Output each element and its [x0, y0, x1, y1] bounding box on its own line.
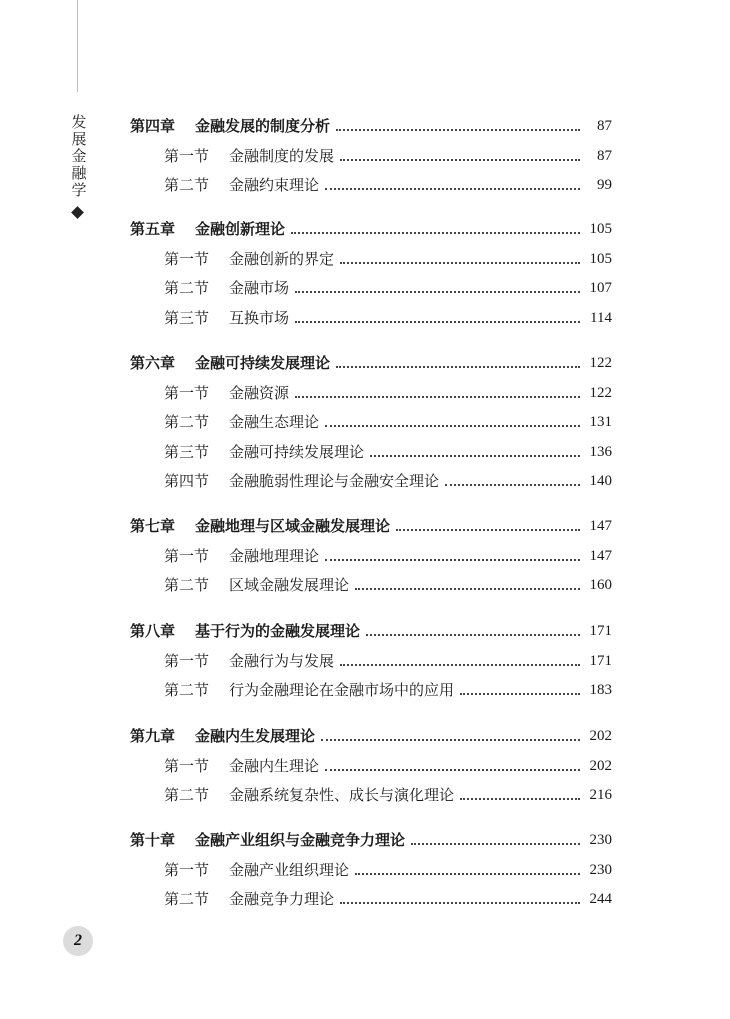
section-entry-title: 金融制度的发展 [229, 146, 335, 165]
section-entry[interactable] [164, 307, 612, 329]
section-entry-title: 行为金融理论在金融市场中的应用 [229, 681, 455, 699]
section-entry-title: 金融可持续发展理论 [229, 442, 365, 461]
chapter-entry[interactable] [130, 352, 612, 374]
section-entry[interactable] [164, 650, 612, 672]
chapter-entry-number: 第五章 [130, 220, 176, 238]
section-entry-title: 金融系统复杂性、成长与演化理论 [229, 786, 455, 804]
section-entry-title: 金融内生理论 [229, 756, 320, 775]
dot-leader [295, 321, 580, 323]
section-entry[interactable] [164, 411, 612, 433]
section-entry-page: 140 [589, 473, 612, 489]
chapter-entry-page: 105 [589, 221, 612, 237]
section-entry-page: 87 [597, 147, 612, 164]
section-entry-number: 第一节 [164, 860, 210, 879]
chapter-entry-number: 第六章 [130, 354, 176, 372]
dot-leader [336, 129, 580, 131]
dot-leader [295, 291, 580, 293]
section-entry-number: 第二节 [164, 413, 210, 431]
section-entry-number: 第一节 [164, 651, 210, 670]
running-head-title: 发 展 金 融 学 [71, 113, 87, 199]
dot-leader [325, 769, 580, 771]
chapter-entry-title: 基于行为的金融发展理论 [195, 622, 361, 640]
chapter-entry[interactable] [130, 620, 612, 642]
section-entry[interactable] [164, 174, 612, 196]
dot-leader [321, 739, 580, 741]
dot-leader [411, 843, 580, 845]
section-entry-number: 第二节 [164, 681, 210, 699]
section-entry-number: 第一节 [164, 383, 210, 402]
section-entry[interactable] [164, 679, 612, 701]
section-entry[interactable] [164, 859, 612, 881]
chapter-entry-title: 金融内生发展理论 [195, 727, 316, 745]
chapter-entry-title: 金融产业组织与金融竞争力理论 [195, 831, 406, 849]
section-entry-page: 183 [589, 682, 612, 698]
section-entry-page: 99 [597, 177, 612, 193]
section-entry-number: 第二节 [164, 279, 210, 297]
section-entry[interactable] [164, 145, 612, 167]
section-entry-title: 金融产业组织理论 [229, 860, 350, 879]
section-entry-page: 202 [589, 757, 612, 774]
section-entry[interactable] [164, 545, 612, 567]
section-entry-number: 第一节 [164, 146, 210, 165]
section-entry[interactable] [164, 574, 612, 596]
section-entry-page: 216 [589, 787, 612, 803]
dot-leader [355, 873, 580, 875]
section-entry-page: 160 [589, 577, 612, 593]
chapter-entry[interactable] [130, 515, 612, 537]
dot-leader [291, 232, 580, 234]
dot-leader [460, 693, 580, 695]
chapter-entry[interactable] [130, 115, 612, 137]
dot-leader [355, 588, 580, 590]
section-entry-number: 第三节 [164, 308, 210, 327]
section-entry-page: 230 [589, 861, 612, 878]
page-number-badge: 2 [63, 926, 93, 956]
section-entry[interactable] [164, 470, 612, 492]
section-entry-title: 金融创新的界定 [229, 249, 335, 268]
dot-leader [325, 188, 580, 190]
section-entry[interactable] [164, 441, 612, 463]
chapter-entry-title: 金融可持续发展理论 [195, 354, 331, 372]
chapter-entry-page: 202 [589, 728, 612, 744]
section-entry-number: 第一节 [164, 756, 210, 775]
dot-leader [325, 425, 580, 427]
section-entry-title: 金融资源 [229, 383, 290, 402]
dot-leader [370, 455, 580, 457]
section-entry-page: 244 [589, 891, 612, 907]
section-entry-title: 金融地理理论 [229, 546, 320, 565]
section-entry-page: 131 [589, 414, 612, 430]
section-entry-number: 第二节 [164, 576, 210, 594]
section-entry-number: 第四节 [164, 472, 210, 490]
section-entry-title: 金融竞争力理论 [229, 890, 335, 908]
section-entry-title: 区域金融发展理论 [229, 576, 350, 594]
chapter-entry-number: 第九章 [130, 727, 176, 745]
section-entry-title: 金融行为与发展 [229, 651, 335, 670]
dot-leader [340, 902, 580, 904]
dot-leader [325, 559, 580, 561]
dot-leader [366, 634, 580, 636]
chapter-entry-title: 金融创新理论 [195, 220, 286, 238]
section-entry[interactable] [164, 277, 612, 299]
section-entry-page: 147 [589, 547, 612, 564]
section-entry[interactable] [164, 755, 612, 777]
section-entry-page: 107 [589, 280, 612, 296]
section-entry-page: 136 [589, 443, 612, 460]
section-entry-page: 114 [590, 309, 612, 326]
chapter-entry[interactable] [130, 218, 612, 240]
section-entry-page: 171 [589, 652, 612, 669]
section-entry-title: 互换市场 [229, 308, 290, 327]
section-entry-number: 第二节 [164, 786, 210, 804]
section-entry-number: 第一节 [164, 546, 210, 565]
section-entry[interactable] [164, 248, 612, 270]
chapter-entry-number: 第十章 [130, 831, 176, 849]
dot-leader [460, 798, 580, 800]
chapter-entry-number: 第七章 [130, 517, 176, 535]
section-entry-number: 第三节 [164, 442, 210, 461]
section-entry-number: 第一节 [164, 249, 210, 268]
dot-leader [340, 262, 580, 264]
section-entry-title: 金融市场 [229, 279, 290, 297]
chapter-entry-page: 147 [589, 518, 612, 534]
section-entry[interactable] [164, 784, 612, 806]
dot-leader [295, 396, 580, 398]
chapter-entry[interactable] [130, 829, 612, 851]
chapter-entry-title: 金融地理与区域金融发展理论 [195, 517, 391, 535]
chapter-entry-number: 第四章 [130, 117, 176, 135]
section-entry-number: 第二节 [164, 176, 210, 194]
dot-leader [340, 159, 580, 161]
section-entry-page: 105 [589, 250, 612, 267]
section-entry-number: 第二节 [164, 890, 210, 908]
dot-leader [396, 529, 580, 531]
chapter-entry-page: 87 [597, 118, 612, 134]
section-entry[interactable] [164, 382, 612, 404]
chapter-entry-page: 171 [589, 623, 612, 639]
dot-leader [340, 664, 580, 666]
section-entry-title: 金融约束理论 [229, 176, 320, 194]
chapter-entry[interactable] [130, 725, 612, 747]
section-entry-title: 金融脆弱性理论与金融安全理论 [229, 472, 440, 490]
chapter-entry-title: 金融发展的制度分析 [195, 117, 331, 135]
chapter-entry-page: 230 [589, 832, 612, 848]
dot-leader [445, 484, 580, 486]
section-entry[interactable] [164, 888, 612, 910]
section-entry-page: 122 [589, 384, 612, 401]
dot-leader [336, 366, 580, 368]
chapter-entry-number: 第八章 [130, 622, 176, 640]
chapter-entry-page: 122 [589, 355, 612, 371]
section-entry-title: 金融生态理论 [229, 413, 320, 431]
